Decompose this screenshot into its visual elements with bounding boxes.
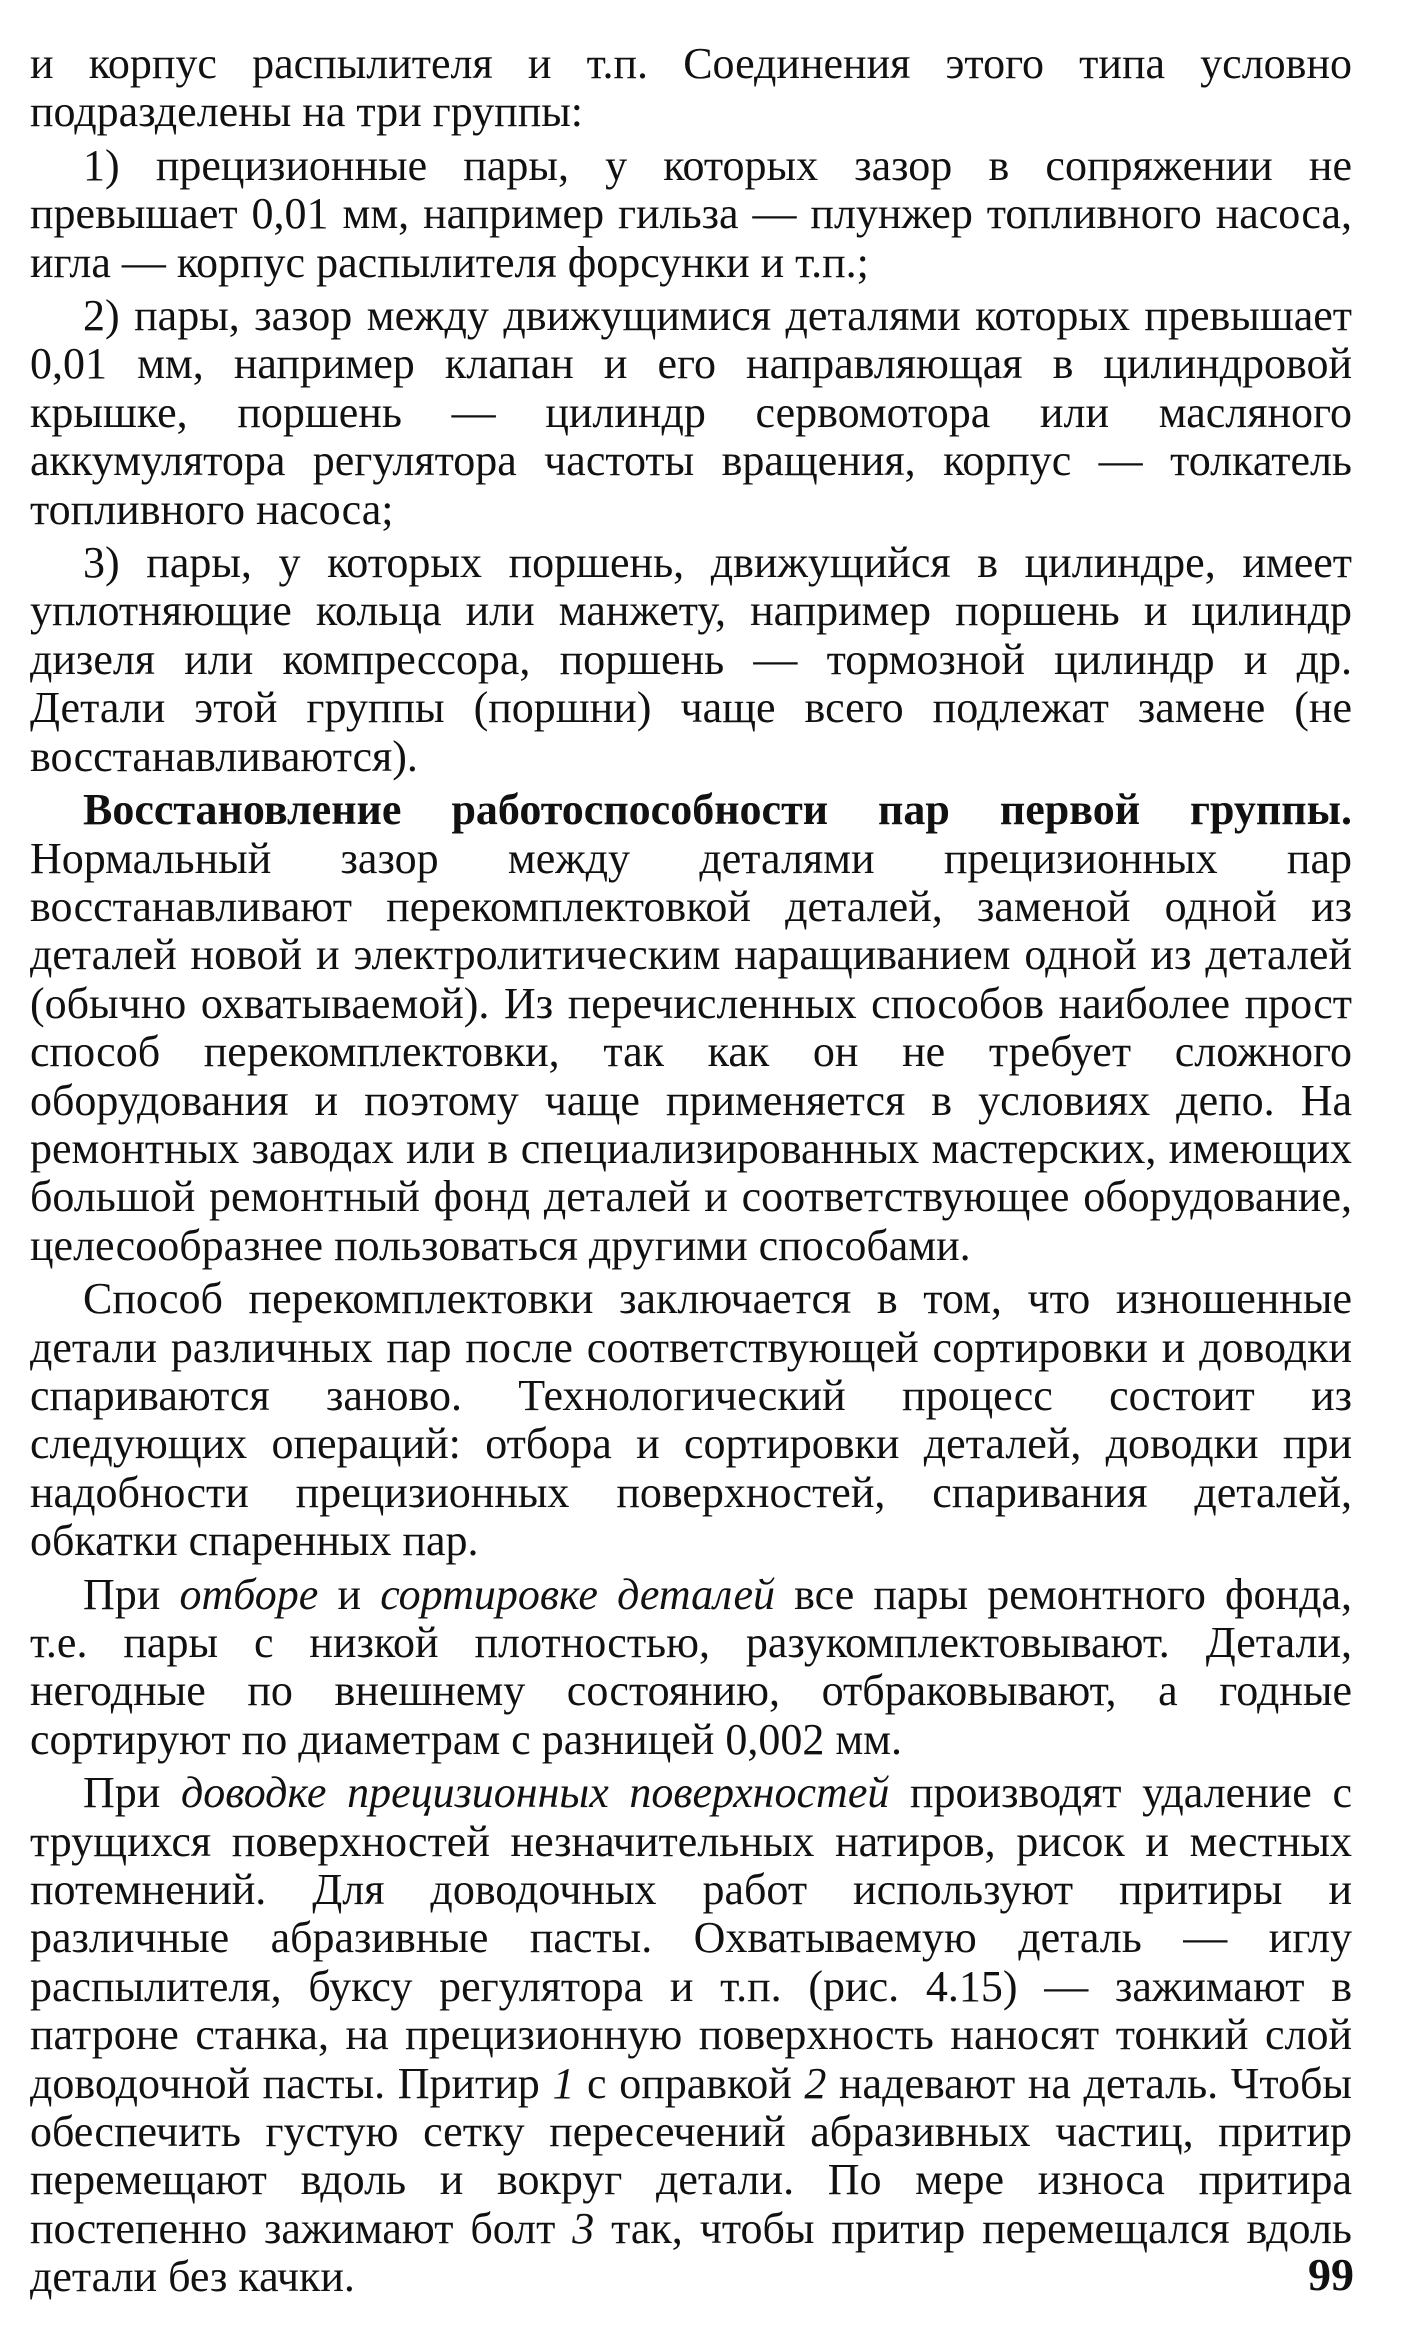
paragraph-first-group-restoration [30,786,1352,1270]
text-run: производят удаление с трущихся поверхностей незначительных натиров, рисок и местных потемнений. Для доводочных работ используют притиры и различные абразивные пасты. Охватываемую деталь — иглу распылителя, буксу регулятора и т.п. (рис. 4.15) — зажимают в патроне станка, на прецизионную поверхность наносят тонкий слой доводочной пасты. Притир [30,1768,1352,2108]
text-run: так, чтобы притир перемещался вдоль детали без качки. [30,2203,1352,2302]
paragraph-lapping [30,1769,1352,2301]
italic-term: доводке прецизионных поверхностей [180,1768,890,1818]
paragraph-selection-sorting [30,1571,1352,1765]
text-run: При [83,1768,181,1818]
paragraph-text: Нормальный зазор между деталями прецизионных пар восстанавливают перекомплектовкой деталей, заменой одной из деталей новой и электролитическим наращиванием одной из деталей (обычно охватываемой). Из перечисленных способов наиболее прост способ перекомплектовки, так как он не требует сложного оборудования и поэтому чаще применяется в условиях депо. На ремонтных заводах или в специализированных мастерских, имеющих большой ремонтный фонд деталей и соответствующее оборудование, целесообразнее пользоваться другими способами. [30,833,1352,1270]
figure-ref-number: 1 [552,2058,575,2108]
text-run: все пары ремонтного фонда, т.е. пары с низкой плотностью, разукомплектовывают. Детали, негодные по внешнему состоянию, отбраковывают, а годные сортируют по диаметрам с разницей 0,002 мм. [30,1569,1353,1764]
text-run: с оправкой [574,2058,805,2108]
page-body [30,40,1352,2302]
list-item-group-1: 1) прецизионные пары, у которых зазор в сопряжении не превышает 0,01 мм, например гильза — плунжер топливного насоса, игла — корпус распылителя форсунки и т.п.; [30,140,1352,287]
italic-term: отборе [179,1569,319,1619]
text-run: При [83,1569,180,1619]
text-run: надевают на деталь. Чтобы обеспечить густую сетку пересечений абразивных частиц, притир перемещают вдоль и вокруг детали. По мере износа притира постепенно зажимают болт [30,2058,1352,2253]
section-heading: Восстановление работоспособности пар первой группы. [83,785,1352,835]
figure-ref-number: 3 [572,2203,595,2253]
figure-ref-number: 2 [804,2058,827,2108]
text-run: и [318,1569,381,1619]
paragraph-recompletion-method: Способ перекомплектовки заключается в том, что изношенные детали различных пар после соответствующей сортировки и доводки спариваются заново. Технологический процесс состоит из следующих операций: отбора и сортировки деталей, доводки при надобности прецизионных поверхностей, спаривания деталей, обкатки спаренных пар. [30,1274,1352,1566]
paragraph-intro: и корпус распылителя и т.п. Соединения этого типа условно подразделены на три группы: [30,39,1352,137]
page-number: 99 [1308,2249,1354,2300]
list-item-group-3: 3) пары, у которых поршень, движущийся в цилиндре, имеет уплотняющие кольца или манжету, например поршень и цилиндр дизеля или компрессора, поршень — тормозной цилиндр и др. Детали этой группы (поршни) чаще всего подлежат замене (не восстанавливаются). [30,538,1352,781]
list-item-group-2: 2) пары, зазор между движущимися деталями которых превышает 0,01 мм, например клапан и его направляющая в цилиндровой крышке, поршень — цилиндр сервомотора или масляного аккумулятора регулятора частоты вращения, корпус — толкатель топливного насоса; [30,291,1352,534]
italic-term: сортировке деталей [380,1569,775,1619]
